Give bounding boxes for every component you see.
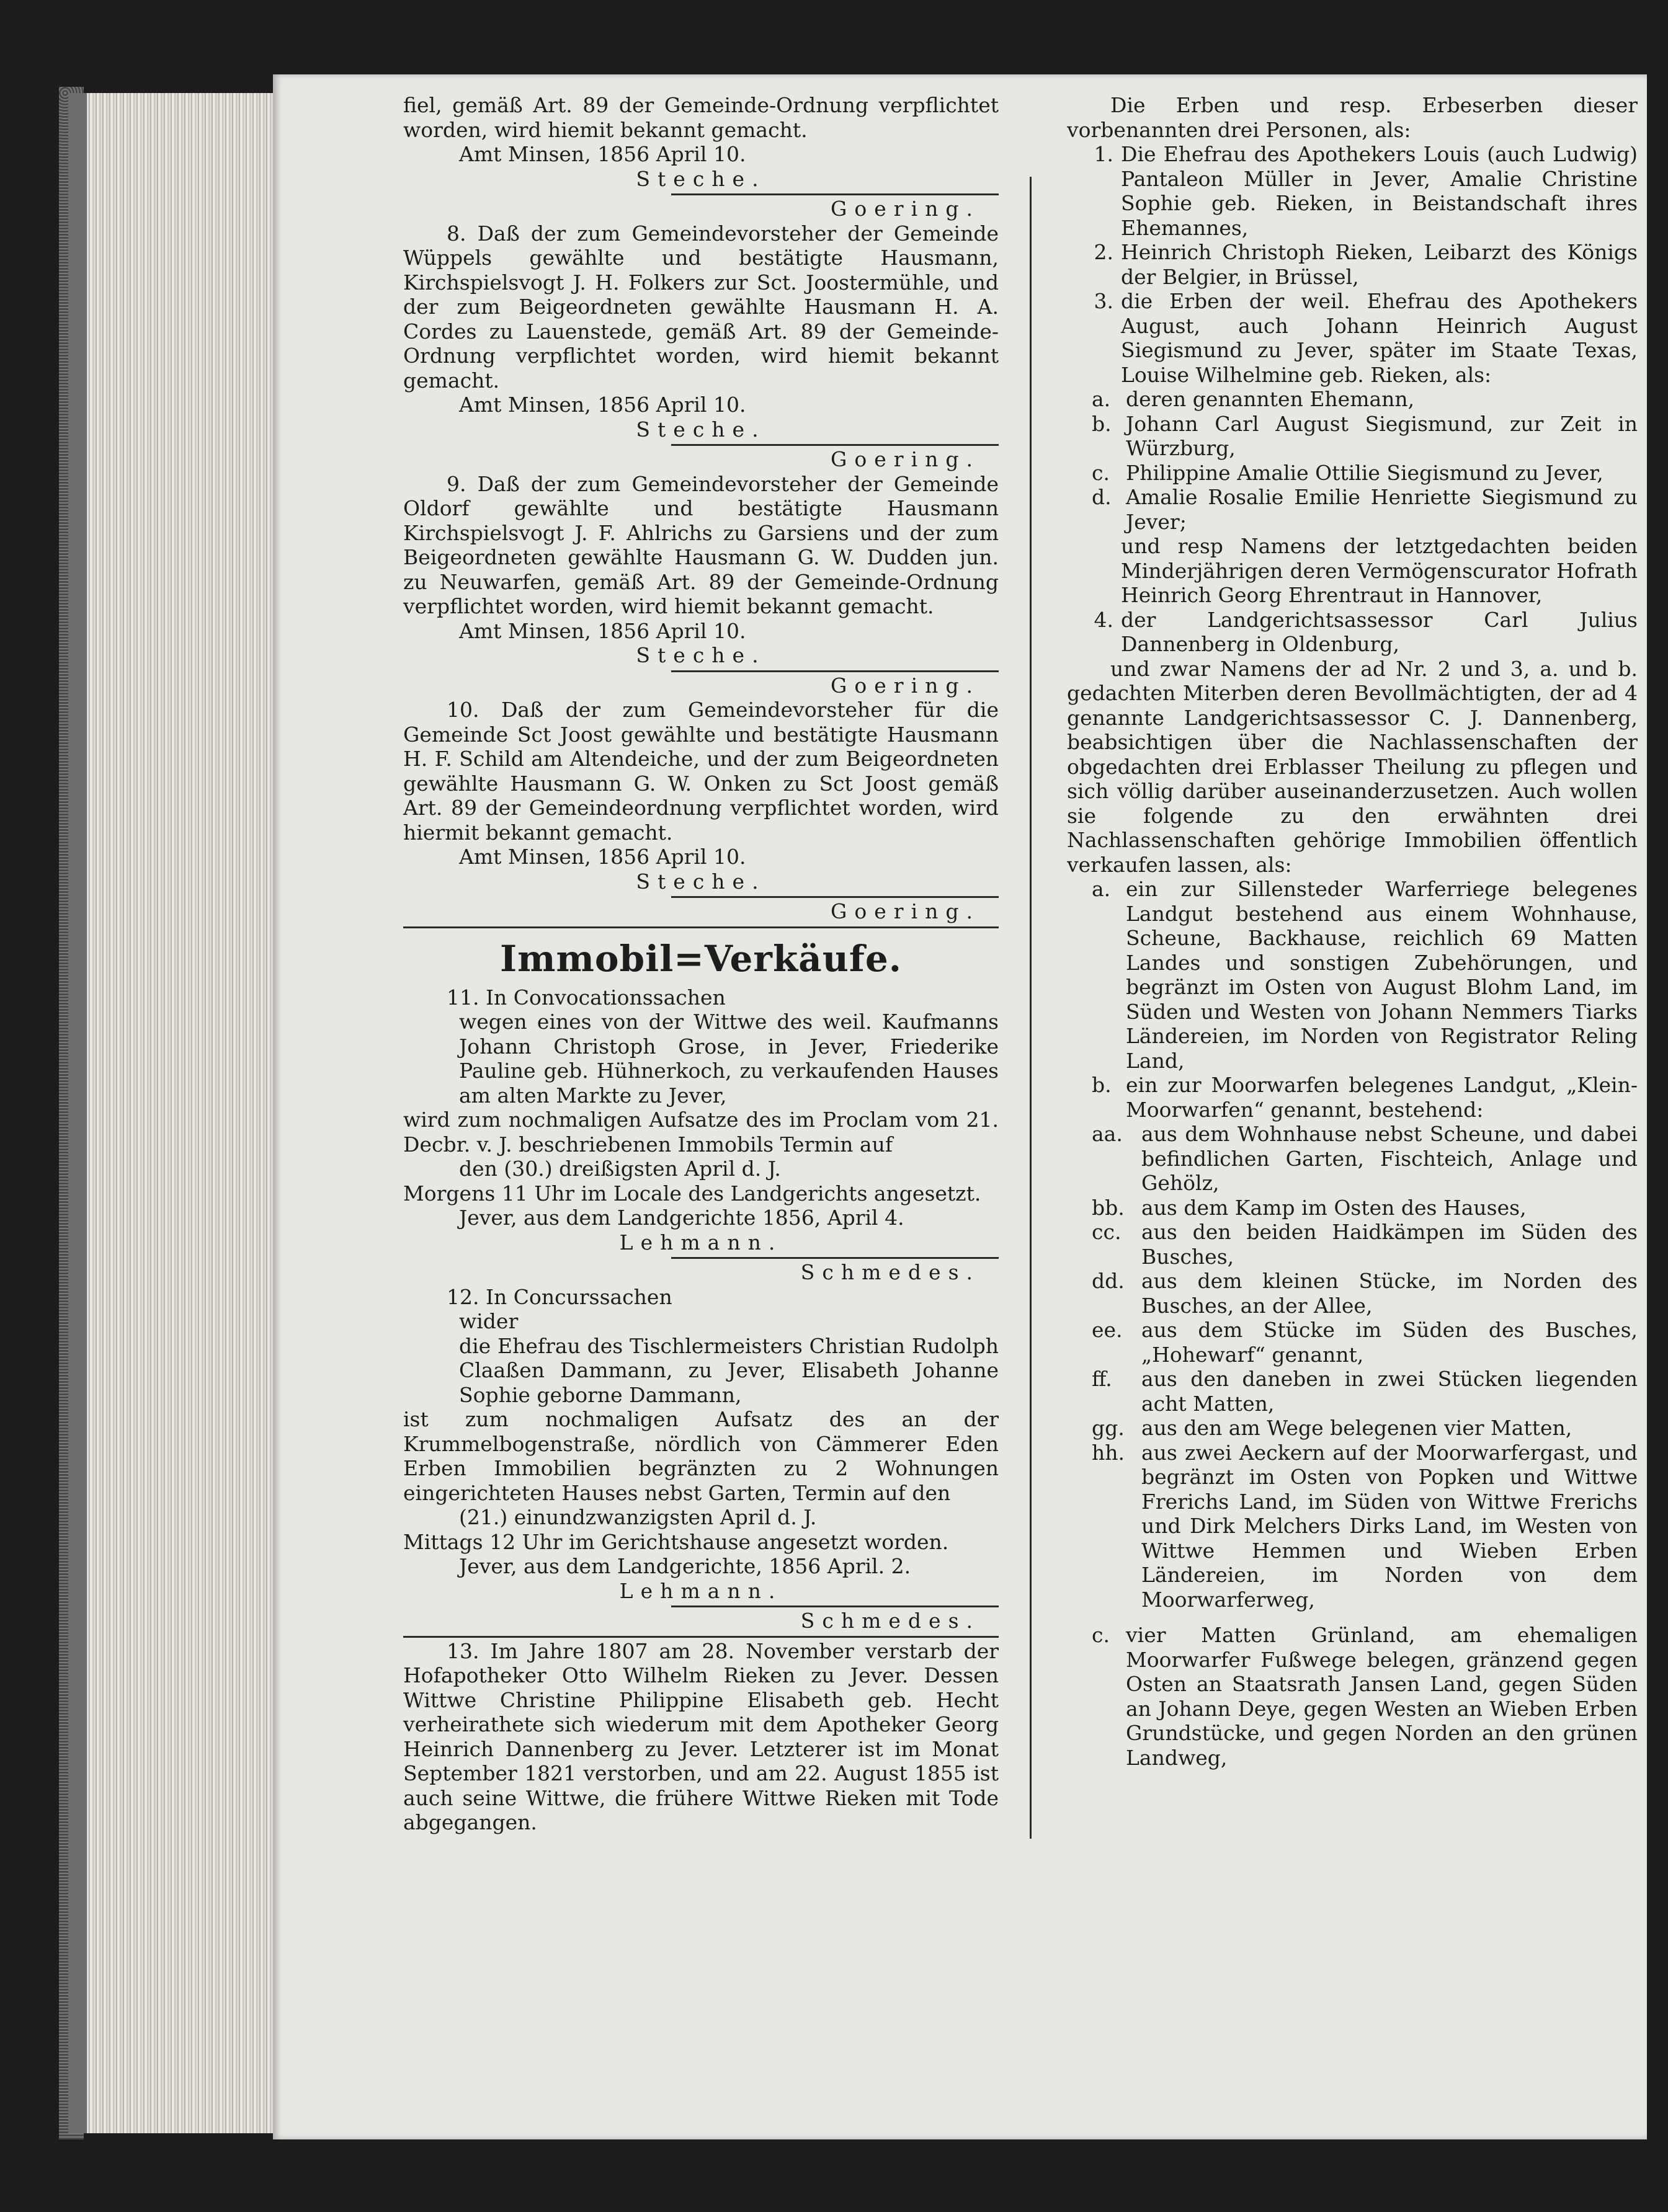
item-text: Heinrich Christoph Rieken, Leibarzt des Königs der Belgier, in Brüssel, [1121,240,1638,289]
signature: Schmedes. [800,1609,980,1633]
item-letter: dd. [1092,1269,1125,1293]
signature: Goering. [831,673,980,698]
item-letter: c. [1092,1623,1110,1647]
sub-item [1067,387,1638,412]
item-number: 1. [1094,142,1113,166]
notice-12-party: die Ehefrau des Tischlermeisters Christian Rudolph Claaßen Dammann, zu Jever, Elisabeth Johanne Sophie geborne Dammann, [459,1333,999,1407]
place-date: Jever, aus dem Landgerichte 1856, April 4. [459,1206,904,1230]
property-item [1067,877,1638,1073]
parcel-item [1067,1220,1638,1269]
sub-item [1067,412,1638,461]
signature: Steche. [636,643,766,667]
item-text: aus den daneben in zwei Stücken liegenden acht Matten, [1141,1367,1638,1416]
item-text: vier Matten Grünland, am ehemaligen Moorwarfer Fußwege belegen, gränzend gegen Osten an Staatsrath Jansen Land, gegen Süden an Johann Deye, gegen Westen an Wieben Erben Grundstücke, und gegen Norden an den grünen Landweg, [1126,1623,1638,1770]
item-text: aus dem Kamp im Osten des Hauses, [1141,1195,1527,1220]
item-letter: hh. [1092,1440,1125,1465]
item-text: Johann Carl August Siegismund, zur Zeit in Würzburg, [1126,411,1638,460]
notice-12-date: (21.) einundzwanzigsten April d. J. [459,1505,817,1529]
list-item [1067,289,1638,387]
item-letter: cc. [1092,1220,1122,1244]
item-letter: b. [1092,1073,1112,1097]
signature-rule [671,1257,999,1259]
item-letter: ee. [1092,1318,1123,1342]
place-date: Jever, aus dem Landgerichte, 1856 April. 2. [459,1554,911,1578]
page-stack-edge [68,93,292,2133]
heirs-intro: Die Erben und resp. Erbeserben dieser vorbenannten drei Personen, als: [1067,93,1638,142]
notice-8: 8. Daß der zum Gemeindevorsteher der Gemeinde Wüppels gewählte und bestätigte Hausmann, Kirchspielsvogt J. H. Folkers zur Sct. Joostermühle, und der zum Beigeordneten gewählte Hausmann H. A. Cordes zu Lauenstede, gemäß Art. 89 der Gemeinde-Ordnung verpflichtet worden, wird hiemit bekannt gemacht. [403,221,999,393]
property-item [1067,1623,1638,1770]
section-rule [403,1636,999,1638]
signature: Steche. [636,417,766,442]
notice-12-time: Mittags 12 Uhr im Gerichtshause angesetzt worden. [403,1529,949,1554]
item-number: 4. [1094,607,1113,632]
item-text: aus den beiden Haidkämpen im Süden des Busches, [1141,1220,1638,1269]
place-date: Amt Minsen, 1856 April 10. [459,142,746,166]
item-text: ein zur Moorwarfen belegenes Landgut, „Klein-Moorwarfen“ genannt, bestehend: [1126,1073,1638,1122]
spacer [1067,1612,1638,1623]
signature-rule [671,1606,999,1607]
sub-item [1067,485,1638,534]
item-letter: a. [1092,387,1111,411]
parcel-item [1067,1441,1638,1612]
signature-rule [671,444,999,446]
notice-11-time: Morgens 11 Uhr im Locale des Landgerichts angesetzt. [403,1181,981,1206]
item-letter: c. [1092,460,1110,485]
signature: Schmedes. [800,1260,980,1284]
paragraph-continued: fiel, gemäß Art. 89 der Gemeinde-Ordnung verpflichtet worden, wird hiemit bekannt gemacht. [403,93,999,142]
item-letter: ff. [1092,1367,1112,1391]
item-letter: bb. [1092,1195,1125,1220]
notice-11-subject: wegen eines von der Wittwe des weil. Kaufmanns Johann Christoph Grose, in Jever, Friederike Pauline geb. Hühnerkoch, zu verkaufenden Hauses am alten Markte zu Jever, [459,1010,999,1108]
notice-13: 13. Im Jahre 1807 am 28. November verstarb der Hofapotheker Otto Wilhelm Rieken zu Jever. Dessen Wittwe Christine Philippine Elisabeth geb. Hecht verheirathete sich wiederum mit dem Apotheker Georg Heinrich Dannenberg zu Jever. Letzterer ist im Monat September 1821 verstorben, und am 22. August 1855 ist auch seine Wittwe, die frühere Wittwe Rieken mit Tode abgegangen. [403,1638,999,1834]
left-column [403,93,999,1835]
notice-11-title: 11. In Convocationssachen [447,985,726,1010]
property-item [1067,1073,1638,1122]
item-text: aus dem kleinen Stücke, im Norden des Busches, an der Allee, [1141,1269,1638,1318]
parcel-item [1067,1367,1638,1416]
signature: Goering. [831,447,980,471]
item-text: aus den am Wege belegenen vier Matten, [1141,1416,1572,1440]
place-date: Amt Minsen, 1856 April 10. [459,845,746,869]
item-text: Philippine Amalie Ottilie Siegismund zu Jever, [1126,460,1603,485]
signature: Goering. [831,899,980,923]
item-text: aus zwei Aeckern auf der Moorwarfergast, und begränzt im Osten von Popken und Wittwe Frerichs Land, im Süden von Wittwe Frerichs und Dirk Melchers Dirks Land, im Westen von Wittwe Hemmen und Wieben Erben Ländereien, im Norden von dem Moorwarferweg, [1141,1440,1638,1612]
notice-12-wider: wider [459,1309,519,1333]
item-text: aus dem Stücke im Süden des Busches, „Hohewarf“ genannt, [1141,1318,1638,1367]
signature: Goering. [831,197,980,221]
item-text: ein zur Sillensteder Warferriege belegenes Landgut bestehend aus einem Wohnhause, Scheune, Backhause, reichlich 69 Matten Landes und sonstigen Zubehörungen, und begränzt im Osten von August Blohm Land, im Süden und Westen von Johann Nemmers Tiarks Ländereien, im Norden von Registrator Reling Land, [1126,877,1638,1073]
parcel-item [1067,1122,1638,1196]
signature-rule [671,193,999,195]
place-date: Amt Minsen, 1856 April 10. [459,618,746,643]
signature-rule [671,670,999,672]
item-text: die Erben der weil. Ehefrau des Apothekers August, auch Johann Heinrich August Siegismund zu Jever, später im Staate Texas, Louise Wilhelmine geb. Rieken, als: [1121,289,1638,387]
parcel-item [1067,1196,1638,1220]
item-text: der Landgerichtsassessor Carl Julius Dannenberg in Oldenburg, [1121,607,1638,656]
place-date: Amt Minsen, 1856 April 10. [459,393,746,417]
item-number: 2. [1094,240,1113,264]
item-letter: a. [1092,877,1111,901]
item-letter: b. [1092,411,1112,436]
item-letter: aa. [1092,1122,1123,1146]
notice-11-date: den (30.) dreißigsten April d. J. [459,1157,781,1181]
parcel-item [1067,1318,1638,1367]
item-text: Amalie Rosalie Emilie Henriette Siegismund zu Jever; [1126,485,1638,534]
parcel-item [1067,1269,1638,1318]
curator-text: und resp Namens der letztgedachten beiden Minderjährigen deren Vermögenscurator Hofrath Heinrich Georg Ehrentraut in Hannover, [1121,534,1638,607]
list-item [1067,142,1638,240]
column-divider [1030,177,1032,1839]
item-text: Die Ehefrau des Apothekers Louis (auch Ludwig) Pantaleon Müller in Jever, Amalie Christine Sophie geb. Rieken, in Beistandschaft ihres Ehemannes, [1121,142,1638,240]
item-text: deren genannten Ehemann, [1126,387,1415,411]
list-item [1067,240,1638,289]
list-item [1067,608,1638,657]
notice-9: 9. Daß der zum Gemeindevorsteher der Gemeinde Oldorf gewählte und bestätigte Hausmann Kirchspielsvogt J. F. Ahlrichs zu Garsiens und der zum Beigeordneten gewählte Hausmann G. W. Dudden jun. zu Neuwarfen, gemäß Art. 89 der Gemeinde-Ordnung verpflichtet worden, wird hiemit bekannt gemacht. [403,471,999,618]
signature-rule [671,896,999,898]
signature: Lehmann. [619,1578,783,1603]
notice-11-body: wird zum nochmaligen Aufsatze des im Proclam vom 21. Decbr. v. J. beschriebenen Immobils Termin auf [403,1108,999,1157]
signature: Steche. [636,869,766,894]
signature: Lehmann. [619,1230,783,1255]
section-heading: Immobil=Verkäufe. [500,937,902,980]
parcel-item [1067,1416,1638,1441]
partition-paragraph: und zwar Namens der ad Nr. 2 und 3, a. und b. gedachten Miterben deren Bevollmächtigten, der ad 4 genannte Landgerichtsassessor C. J. Dannenberg, beabsichtigen über die Nachlassenschaften der obgedachten drei Erblasser Theilung zu pflegen und sich völlig darüber auseinanderzusetzen. Auch wollen sie folgende zu den erwähnten drei Nachlassenschaften gehörige Immobilien öffentlich verkaufen lassen, als: [1067,656,1638,877]
sub-item [1067,461,1638,486]
notice-10: 10. Daß der zum Gemeindevorsteher für die Gemeinde Sct Joost gewählte und bestätigte Hausmann H. F. Schild am Altendeiche, und der zum Beigeordneten gewählte Hausmann G. W. Onken zu Sct Joost gemäß Art. 89 der Gemeindeordnung verpflichtet worden, wird hiermit bekannt gemacht. [403,698,999,845]
item-number: 3. [1094,289,1113,313]
item-text: aus dem Wohnhause nebst Scheune, und dabei befindlichen Garten, Fischteich, Anlage und Gehölz, [1141,1122,1638,1195]
right-column [1067,93,1638,1770]
notice-12-body: ist zum nochmaligen Aufsatz des an der Krummelbogenstraße, nördlich von Cämmerer Eden Erben Immobilien begränzten zu 2 Wohnungen eingerichteten Hauses nebst Garten, Termin auf den [403,1407,999,1505]
notice-12-title: 12. In Concurssachen [447,1284,672,1309]
item-letter: d. [1092,485,1112,509]
signature: Steche. [636,166,766,191]
section-rule [403,926,999,928]
item-letter: gg. [1092,1416,1125,1440]
